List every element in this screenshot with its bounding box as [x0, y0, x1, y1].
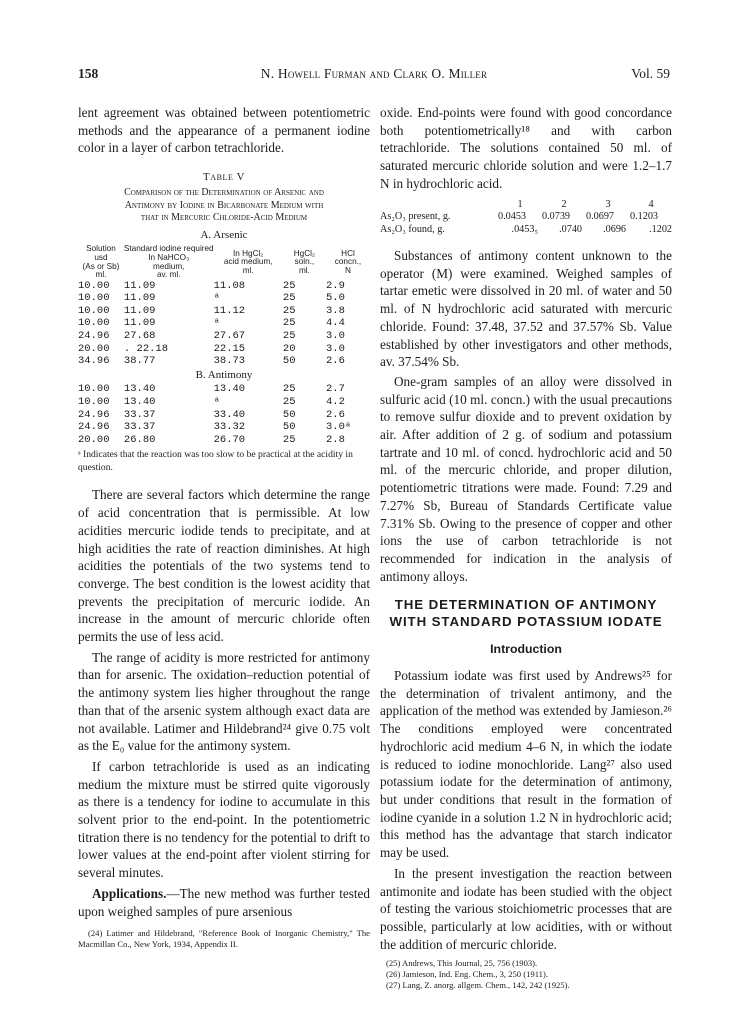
- table-cell: 38.73: [213, 355, 246, 368]
- footnote-26: (26) Jamieson, Ind. Eng. Chem., 3, 250 (1911).: [386, 969, 548, 980]
- table-cell: 13.40: [123, 383, 156, 396]
- table-cell: 34.96: [78, 355, 110, 368]
- found-label: As₂O₃ found, g.: [380, 223, 445, 235]
- table-title-line: that in Mercuric Chloride-Acid Medium: [140, 212, 308, 224]
- column-header-line: ml.: [298, 265, 310, 275]
- found-value: .1202: [649, 223, 672, 235]
- present-value: 0.0453: [498, 211, 527, 223]
- column-header-line: In HgCl₂: [233, 248, 264, 258]
- column-header-nahco3: [124, 245, 214, 279]
- table-cell: 24.96: [78, 408, 110, 421]
- footnotes-right: [380, 958, 672, 991]
- table-cell: 2.8: [325, 433, 345, 446]
- table-row: [78, 292, 370, 305]
- table-header-row: [78, 245, 370, 279]
- table-cell: 22.15: [213, 342, 246, 355]
- table-cell: 11.08: [213, 279, 246, 292]
- table-cell: 20.00: [78, 433, 110, 446]
- column-header-line: usd: [94, 252, 108, 262]
- table-cell: 10.00: [78, 383, 110, 396]
- column-header-line: Solution: [86, 244, 116, 254]
- sample-number: 4: [648, 198, 654, 210]
- table-cell: 25: [282, 292, 296, 305]
- column-header-line: HCl: [341, 248, 355, 258]
- table-cell: 2.6: [325, 408, 345, 421]
- table-title-line: Antimony by Iodine in Bicarbonate Medium with: [124, 199, 324, 211]
- column-header-line: medium,: [153, 261, 185, 271]
- table-cell: 25: [282, 317, 296, 330]
- footnote-27: (27) Lang, Z. anorg. allgem. Chem., 142, 242 (1925).: [386, 980, 570, 991]
- table-cell: 33.40: [213, 408, 246, 421]
- footnote-24: [78, 928, 370, 950]
- table-cell: 25: [282, 279, 296, 292]
- table-cell: 25: [282, 396, 296, 409]
- table-cell: 4.2: [325, 396, 345, 409]
- section-heading-line: THE DETERMINATION OF ANTIMONY: [394, 597, 658, 613]
- table-cell: 11.09: [123, 279, 156, 292]
- section-heading-line: WITH STANDARD POTASSIUM IODATE: [389, 614, 663, 630]
- table-cell: 10.00: [78, 304, 110, 317]
- found-value: .0453₅: [511, 223, 538, 235]
- table-cell: ᵃ: [213, 292, 220, 305]
- page-number: 158: [78, 66, 99, 81]
- volume-number: Vol. 59: [631, 66, 670, 81]
- arsenious-oxide-table: [380, 199, 672, 237]
- column-header-line: ml.: [95, 270, 107, 280]
- table-cell: 3.8: [325, 304, 345, 317]
- footnote-24-text: (24) Latimer and Hildebrand, "Reference Book of Inorganic Chemistry," The Macmillan Co., New York, 1934, Appendix II.: [78, 928, 370, 950]
- left-paragraph-5: [78, 885, 370, 920]
- table-title: [78, 187, 370, 225]
- table-cell: 2.7: [325, 383, 345, 396]
- table-row: [78, 330, 370, 343]
- table-row: [78, 383, 370, 396]
- table-cell: 50: [282, 355, 296, 368]
- table-row: [78, 434, 370, 447]
- left-paragraph-2: There are several factors which determine the range of acid concentration that is permissible. At low acidities mercuric iodide tends to precipitate, and at high acidities the rate of reaction diminishes. At high acidities the potentials of the two systems tend to converge. The best condition is the lowest acidity that prevents the precipitation of mercuric iodide. An increase in the amount of mercuric chloride often permits the use of less acid.: [78, 487, 370, 645]
- table-cell: 24.96: [78, 421, 110, 434]
- arsenic-rows: [78, 280, 370, 368]
- table-row: [78, 343, 370, 356]
- table-cell: 33.37: [123, 421, 156, 434]
- applications-lead: Applications.: [92, 885, 167, 901]
- table-row: [78, 317, 370, 330]
- table-cell: 50: [282, 408, 296, 421]
- blank-cell: [380, 199, 498, 212]
- left-paragraph-1: lent agreement was obtained between potentiometric methods and the appearance of a permanent iodine color in a layer of carbon tetrachloride.: [78, 105, 370, 156]
- table-cell: 2.6: [325, 355, 345, 368]
- column-header-solution: [78, 245, 124, 279]
- page-header: [78, 66, 670, 86]
- table-row: [78, 396, 370, 409]
- sample-number: 1: [517, 198, 523, 210]
- table-cell: 33.32: [213, 421, 246, 434]
- table-cell: 27.68: [123, 330, 156, 343]
- table-cell: 26.80: [123, 433, 156, 446]
- column-header-hgcl2-soln: [283, 245, 326, 279]
- table-cell: 25: [282, 433, 296, 446]
- left-paragraph-3: The range of acidity is more restricted for antimony than for arsenic. The oxidation–reduction potential of the antimony system lies higher throughout the range than that of the arsenic system although exact data are not available. Latimer and Hildebrand²⁴ give 0.75 volt as the E₀ value for the antimony system.: [78, 649, 370, 754]
- subsection-heading: Introduction: [490, 642, 562, 657]
- arsenious-oxide-header-row: [380, 199, 672, 212]
- table-cell: 13.40: [213, 383, 246, 396]
- antimony-rows: [78, 383, 370, 446]
- footnote-25: (25) Andrews, This Journal, 25, 756 (1903).: [386, 958, 538, 969]
- table-v: [78, 245, 370, 446]
- table-cell: ᵃ: [213, 396, 220, 409]
- table-cell: 3.0ᵃ: [325, 421, 352, 434]
- present-value: 0.0739: [542, 211, 571, 223]
- table-cell: 38.77: [123, 355, 156, 368]
- table-cell: 27.67: [213, 330, 246, 343]
- table-cell: 20: [282, 342, 296, 355]
- present-label: As₂O₃ present, g.: [380, 211, 451, 223]
- right-column: [380, 104, 672, 991]
- table-cell: 10.00: [78, 396, 110, 409]
- table-cell: 11.09: [123, 304, 156, 317]
- table-cell: 11.09: [123, 292, 156, 305]
- column-header-line: HgCl₂: [293, 248, 316, 258]
- table-cell: 10.00: [78, 292, 110, 305]
- running-head-authors: N. Howell Furman and Clark O. Miller: [260, 66, 488, 81]
- section-heading: [380, 596, 672, 630]
- left-column: [78, 104, 370, 950]
- column-header-line: concn.,: [334, 257, 362, 267]
- table-cell: 3.0: [325, 330, 345, 343]
- right-paragraph-4: Potassium iodate was first used by Andrews²⁵ for the determination of trivalent antimony, and the application of the method was extended by Jamieson.²⁶ The conditions employed were concentrated hydrochloric acid medium 4–6 N, in which the iodate is reduced to iodine monochloride. Lang²⁷ also used potassium iodate for the determination of antimony, but under conditions that result in the formation of iodine cyanide in a solution 1.2 N in hydrochloric acid; this method has the advantage that starch indicator may be used.: [380, 668, 672, 861]
- table-title-line: Comparison of the Determination of Arsenic and: [124, 187, 324, 199]
- applications-text: —The new method was further tested upon weighed samples of pure arsenious: [78, 885, 370, 919]
- table-cell: 20.00: [78, 342, 110, 355]
- column-header-hgcl2-acid: [214, 245, 283, 279]
- sample-number: 3: [605, 198, 611, 210]
- column-header-line: Standard iodine required: [123, 244, 214, 254]
- table-cell: 11.12: [213, 304, 246, 317]
- table-cell: 25: [282, 383, 296, 396]
- right-paragraph-1: oxide. End-points were found with good concordance both potentiometrically¹⁸ and with carbon tetrachloride. The solutions contained 50 ml. of saturated mercuric chloride solution and were 1.2–1.7 N in hydrochloric acid.: [380, 105, 672, 191]
- table-cell: . 22.18: [123, 342, 169, 355]
- column-header-line: soln.,: [294, 257, 315, 267]
- column-header-line: In NaHCO₃: [148, 252, 190, 262]
- table-cell: 4.4: [325, 317, 345, 330]
- table-cell: 11.09: [123, 317, 156, 330]
- table-row: [78, 280, 370, 293]
- present-value: 0.1203: [630, 211, 659, 223]
- table-row: [78, 355, 370, 368]
- column-header-line: N: [345, 265, 351, 275]
- column-header-line: (As or Sb): [82, 261, 120, 271]
- column-header-line: av. ml.: [157, 270, 181, 280]
- table-cell: 25: [282, 304, 296, 317]
- found-value: .0740: [559, 223, 582, 235]
- column-header-hcl-concn: [326, 245, 370, 279]
- table-section-antimony: B. Antimony: [195, 368, 253, 381]
- table-label: Table V: [203, 171, 245, 184]
- right-paragraph-3: One-gram samples of an alloy were dissolved in sulfuric acid (10 ml. concn.) with the usual precautions to remove sulfur dioxide and to prevent oxidation by air. After addition of 2 g. of sodium and potassium tartrate and 10 ml. of concd. hydrochloric acid and 50 ml. of the mercuric chloride, and proper dilution, potentiometric titrations were made. Found: 7.29 and 7.27% Sb, Bureau of Standards Certificate value 7.31% Sb. Owing to the presence of copper and other ions the use of carbon tetrachloride is not recommended for indication in the analysis of antimony alloys.: [380, 373, 672, 584]
- right-paragraph-2: Substances of antimony content unknown to the operator (M) were examined. Weighed samples of tartar emetic were dissolved in 20 ml. of water and 50 ml. of N hydrochloric acid saturated with mercuric chloride. Found: 37.48, 37.52 and 37.57% Sb. Value established by other investigators and other methods, av. 37.54% Sb.: [380, 248, 672, 370]
- found-row: [380, 224, 672, 237]
- table-cell: 3.0: [325, 342, 345, 355]
- left-paragraph-4: If carbon tetrachloride is used as an indicating medium the mixture must be stirred quite vigorously as there is a tendency for iodine to accumulate in this solvent prior to the end-point. In the potentiometric titration there is no tendency for the potential to drift to lower values at the end-point after violent stirring for several minutes.: [78, 758, 370, 881]
- present-value: 0.0697: [586, 211, 615, 223]
- right-paragraph-5: In the present investigation the reaction between antimonite and iodate has been studied with the object of testing the various stoichiometric processes that are possible, particularly at low acidities, with or without the addition of mercuric chloride.: [380, 865, 672, 952]
- table-cell: 24.96: [78, 330, 110, 343]
- table-row: [78, 421, 370, 434]
- table-cell: 26.70: [213, 433, 246, 446]
- table-cell: 2.9: [325, 279, 345, 292]
- column-header-line: ml.: [242, 265, 254, 275]
- table-cell: 10.00: [78, 279, 110, 292]
- table-cell: 25: [282, 330, 296, 343]
- found-value: .0696: [603, 223, 626, 235]
- column-header-line: acid medium,: [223, 257, 273, 267]
- table-row: [78, 409, 370, 422]
- sample-number: 2: [561, 198, 567, 210]
- table-cell: ᵃ: [213, 317, 220, 330]
- table-row: [78, 305, 370, 318]
- table-section-arsenic: A. Arsenic: [200, 228, 248, 241]
- table-cell: 50: [282, 421, 296, 434]
- present-row: [380, 211, 672, 224]
- table-cell: 33.37: [123, 408, 156, 421]
- table-cell: 5.0: [325, 292, 345, 305]
- table-cell: 10.00: [78, 317, 110, 330]
- table-footnote: ᵃ Indicates that the reaction was too slow to be practical at the acidity in question.: [78, 449, 353, 473]
- table-cell: 13.40: [123, 396, 156, 409]
